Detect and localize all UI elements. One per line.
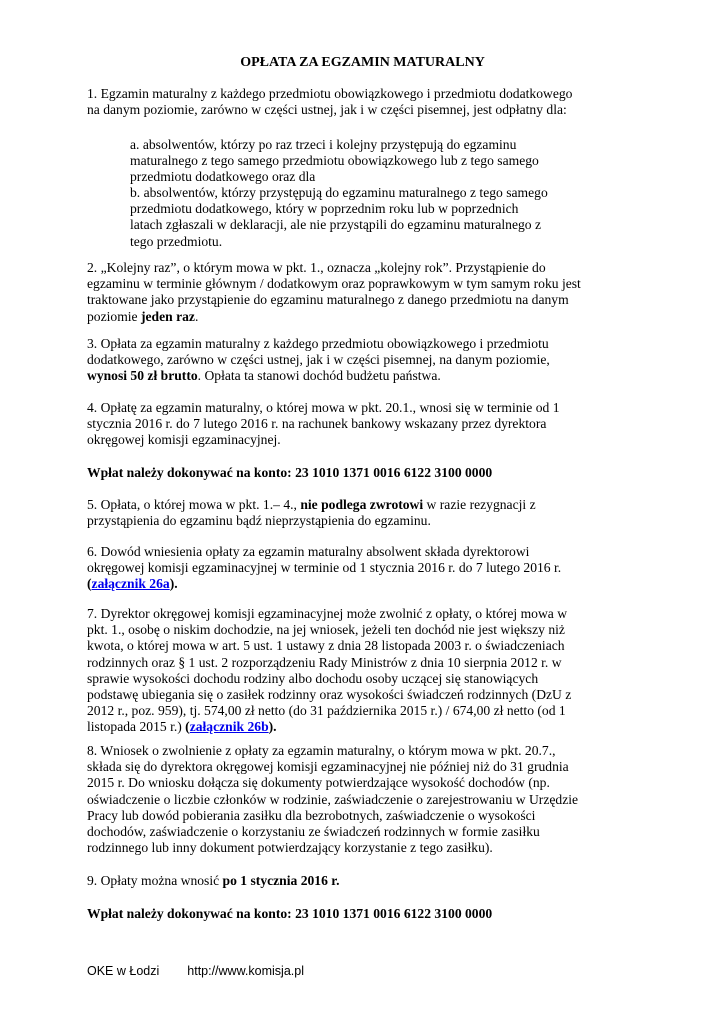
paragraph-1a: a. absolwentów, którzy po raz trzeci i kolejny przystępują do egzaminu maturalnego z tego samego przedmiotu obowiązkowego lub z tego samego przedmiotu dodatkowego oraz dla <box>130 137 539 185</box>
paragraph-2-bold: jeden raz <box>140 308 195 324</box>
paragraph-6-open: ( <box>87 576 92 592</box>
paragraph-5-text: 5. Opłata, o której mowa w pkt. 1.– 4., <box>87 497 301 512</box>
paragraph-2 <box>87 260 587 325</box>
paragraph-7 <box>87 606 587 736</box>
bank-account-2: Wpłat należy dokonywać na konto: 23 1010 1371 0016 6122 3100 0000 <box>87 906 493 921</box>
footer-url[interactable]: http://www.komisja.pl <box>187 964 304 978</box>
paragraph-4: 4. Opłatę za egzamin maturalny, o której mowa w pkt. 20.1., wnosi się w terminie od 1 stycznia 2016 r. do 7 lutego 2016 r. na rachunek bankowy wskazany przez dyrektora okręgowej komisji egzaminacyjnej. <box>87 400 560 448</box>
paragraph-5 <box>87 497 587 529</box>
page-footer <box>87 963 304 979</box>
attachment-26a-link[interactable]: załącznik 26a <box>91 576 170 592</box>
paragraph-9-text: 9. Opłaty można wnosić <box>87 873 223 888</box>
paragraph-7-close: ). <box>268 719 277 735</box>
paragraph-3 <box>87 336 587 385</box>
paragraph-2-text: 2. „Kolejny raz”, o którym mowa w pkt. 1., oznacza „kolejny rok”. Przystąpienie do egzaminu w terminie głównym / dodatkowym oraz poprawkowym w tym samym roku jest traktowane jako przystąpienie do egzaminu maturalnego z danego przedmiotu na danym poziomie <box>87 260 581 324</box>
document-title: OPŁATA ZA EGZAMIN MATURALNY <box>240 55 485 70</box>
paragraph-5-end: w razie rezygnacji z przystąpienia do egzaminu bądź nieprzystąpienia do egzaminu. <box>87 497 536 529</box>
paragraph-6-text: 6. Dowód wniesienia opłaty za egzamin maturalny absolwent składa dyrektorowi okręgowej komisji egzaminacyjnej w terminie od 1 stycznia 2016 r. do 7 lutego 2016 r. <box>87 544 562 576</box>
paragraph-1: 1. Egzamin maturalny z każdego przedmiotu obowiązkowego i przedmiotu dodatkowego na danym poziomie, zarówno w części ustnej, jak i w części pisemnej, jest odpłatny dla: <box>87 86 573 118</box>
paragraph-9-bold: po 1 stycznia 2016 r. <box>222 873 340 888</box>
paragraph-5-bold: nie podlega zwrotowi <box>300 497 424 512</box>
paragraph-7-open: ( <box>185 719 190 735</box>
attachment-26b-link[interactable]: załącznik 26b <box>189 719 269 735</box>
paragraph-8: 8. Wniosek o zwolnienie z opłaty za egzamin maturalny, o którym mowa w pkt. 20.7., składa się do dyrektora okręgowej komisji egzaminacyjnej nie później niż do 31 grudnia 2015 r. Do wniosku dołącza się dokumenty potwierdzające wysokość dochodów (np. oświadczenie o liczbie członków w rodzinie, zaświadczenie o zarejestrowaniu w Urzędzie Pracy lub dowód pobierania zasiłku dla bezrobotnych, zaświadczenie o wysokości dochodów, zaświadczenie o korzystaniu ze świadczeń rodzinnych w formie zasiłku rodzinnego lub inny dokument potwierdzający korzystanie z tego zasiłku). <box>87 743 579 856</box>
paragraph-2-end: . <box>194 308 199 324</box>
paragraph-1b: b. absolwentów, którzy przystępują do egzaminu maturalnego z tego samego przedmiotu dodatkowego, który w poprzednim roku lub w poprzednich latach zgłaszali w deklaracji, ale nie przystąpili do egzaminu maturalnego z tego przedmiotu. <box>130 185 548 249</box>
paragraph-6-close: ). <box>169 576 178 592</box>
paragraph-3-text: 3. Opłata za egzamin maturalny z każdego przedmiotu obowiązkowego i przedmiotu dodatkowego, zarówno w części ustnej, jak i w części pisemnej, na danym poziomie, <box>87 336 550 368</box>
paragraph-3-end: . Opłata ta stanowi dochód budżetu państwa. <box>197 368 441 384</box>
paragraph-6 <box>87 544 587 593</box>
bank-account-1: Wpłat należy dokonywać na konto: 23 1010 1371 0016 6122 3100 0000 <box>87 465 493 480</box>
paragraph-7-text: 7. Dyrektor okręgowej komisji egzaminacyjnej może zwolnić z opłaty, o której mowa w pkt. 1., osobę o niskim dochodzie, na jej wniosek, jeżeli ten dochód nie jest większy niż kwota, o której mowa w art. 5 ust. 1 ustawy z dnia 28 listopada 2003 r. o świadczeniach rodzinnych oraz § 1 ust. 2 rozporządzeniu Rady Ministrów z dnia 10 sierpnia 2012 r. w sprawie wysokości dochodu rodziny albo dochodu osoby uczącej się stanowiących podstawę ubiegania się o zasiłek rodzinny oraz wysokości świadczeń rodzinnych (DzU z 2012 r., poz. 959), tj. 574,00 zł netto (do 31 października 2015 r.) / 674,00 zł netto (od 1 listopada 2015 r.) <box>87 606 572 735</box>
footer-organization: OKE w Łodzi <box>87 964 160 978</box>
paragraph-3-bold: wynosi 50 zł brutto <box>87 368 198 384</box>
paragraph-9 <box>87 873 587 889</box>
